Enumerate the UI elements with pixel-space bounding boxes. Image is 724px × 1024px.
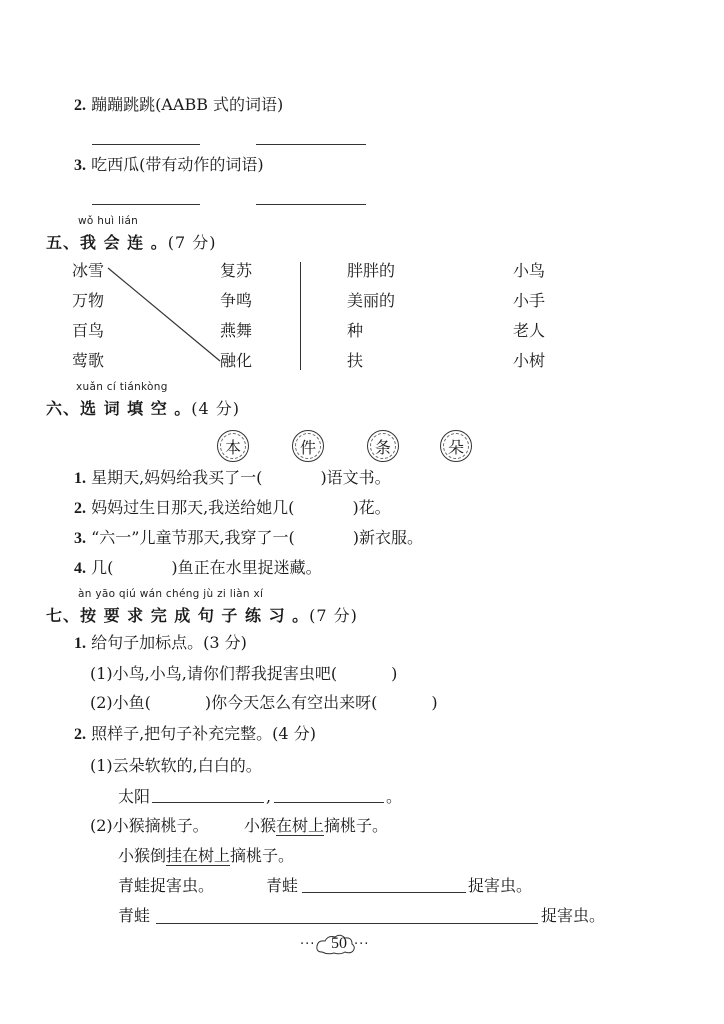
item-text: ) [431, 693, 438, 712]
match-right-item[interactable]: 燕舞 [220, 321, 253, 340]
example-text: 小猴倒 [118, 846, 167, 865]
question-number: 2. [74, 726, 86, 743]
underlined-phrase: 挂 [166, 846, 183, 865]
section-title-text: 五、我 会 连 。 [46, 233, 168, 252]
example-2b [244, 816, 388, 836]
item-after: )语文书。 [320, 468, 391, 487]
match-right-item[interactable]: 小手 [513, 291, 546, 310]
frog-label-2: 青蛙 [118, 906, 151, 925]
match-left-item[interactable]: 扶 [347, 351, 364, 370]
punct-item-2 [90, 693, 438, 713]
fill-item [74, 558, 322, 579]
match-left-item[interactable]: 美丽的 [347, 291, 396, 310]
word-option[interactable]: 本 [217, 430, 249, 462]
item-text: ) [391, 664, 398, 683]
section-score: (7 分) [167, 233, 217, 252]
page-number: 50 [331, 935, 347, 952]
question-number: 1. [74, 635, 86, 652]
match-left-item[interactable]: 冰雪 [72, 261, 105, 280]
fill-item [74, 468, 391, 489]
question-number: 2. [74, 97, 86, 114]
match-right-item[interactable]: 争鸣 [220, 291, 253, 310]
item-number: 3. [74, 530, 86, 547]
page-dots-left: ··· [300, 937, 316, 952]
item-before: 几( [91, 558, 114, 577]
section-score: (7 分) [309, 606, 358, 625]
match-left-item[interactable]: 百鸟 [72, 321, 105, 340]
question-7-2 [74, 724, 316, 745]
match-right-item[interactable]: 复苏 [220, 261, 253, 280]
example-3 [118, 846, 294, 866]
question-text: 吃西瓜(带有动作的词语) [91, 155, 264, 174]
frog-tail: 捉害虫。 [468, 876, 533, 895]
question-number: 3. [74, 157, 86, 174]
page-dots-right: ··· [354, 937, 370, 952]
example-text: 小猴 [244, 816, 277, 835]
frog-label: 青蛙 [266, 876, 299, 895]
answer-line[interactable] [152, 802, 264, 803]
item-text: (1)小鸟,小鸟,请你们帮我捉害虫吧( [90, 664, 338, 683]
example-text: 摘桃子。 [324, 816, 389, 835]
section-title-text: 六、选 词 填 空 。 [46, 399, 192, 418]
frog-tail-2: 捉害虫。 [541, 906, 606, 925]
match-left-item[interactable]: 莺歌 [72, 351, 105, 370]
frog-sentence: 青蛙捉害虫。 [118, 876, 215, 895]
sun-label: 太阳 [118, 787, 151, 806]
match-right-item[interactable]: 小树 [513, 351, 546, 370]
section-5-pinyin: wǒ huì lián [78, 215, 139, 227]
item-after: )新衣服。 [352, 528, 424, 547]
item-number: 4. [74, 560, 86, 577]
section-6-pinyin: xuǎn cí tiánkòng [76, 381, 168, 393]
word-option[interactable]: 条 [367, 430, 399, 462]
example-1: (1)云朵软软的,白白的。 [90, 756, 262, 775]
item-text: (2)小鱼( [90, 693, 151, 712]
section-7-title [46, 603, 358, 626]
example-2a: (2)小猴摘桃子。 [90, 816, 209, 835]
fill-item [74, 498, 391, 519]
match-right-item[interactable]: 老人 [513, 321, 546, 340]
match-divider [300, 262, 301, 370]
question-text: 蹦蹦跳跳(AABB 式的词语) [91, 95, 284, 114]
item-number: 1. [74, 470, 86, 487]
item-before: 妈妈过生日那天,我送给她几( [91, 498, 295, 517]
punct-item-1 [90, 664, 397, 684]
underlined-phrase: 在树上 [182, 846, 231, 865]
example-text: 摘桃子。 [230, 846, 295, 865]
fill-item [74, 528, 423, 549]
section-7-pinyin: àn yāo qiú wán chéng jù zi liàn xí [78, 588, 264, 600]
section-6-title [46, 396, 240, 419]
item-before: 星期天,妈妈给我买了一( [91, 468, 263, 487]
item-number: 2. [74, 500, 86, 517]
underlined-phrase: 在树上 [276, 816, 325, 835]
question-text: 照样子,把句子补充完整。(4 分) [91, 724, 316, 743]
word-option[interactable]: 朵 [440, 430, 472, 462]
answer-line[interactable] [274, 802, 384, 803]
item-text: )你今天怎么有空出来呀( [204, 693, 378, 712]
answer-line[interactable] [302, 892, 466, 893]
question-text: 给句子加标点。(3 分) [91, 633, 247, 652]
item-before: “六一”儿童节那天,我穿了一( [91, 528, 295, 547]
section-score: (4 分) [191, 399, 241, 418]
match-left-item[interactable]: 胖胖的 [347, 261, 396, 280]
match-right-item[interactable]: 小鸟 [513, 261, 546, 280]
period: 。 [386, 787, 403, 806]
item-after: )鱼正在水里捉迷藏。 [171, 558, 322, 577]
word-option[interactable]: 件 [292, 430, 324, 462]
section-title-text: 七、按 要 求 完 成 句 子 练 习 。 [46, 606, 310, 625]
question-7-1 [74, 633, 247, 654]
match-left-item[interactable]: 种 [347, 321, 364, 340]
match-right-item[interactable]: 融化 [220, 351, 253, 370]
match-left-item[interactable]: 万物 [72, 291, 105, 310]
answer-line[interactable] [156, 923, 538, 924]
item-after: )花。 [352, 498, 391, 517]
comma: , [266, 787, 272, 806]
